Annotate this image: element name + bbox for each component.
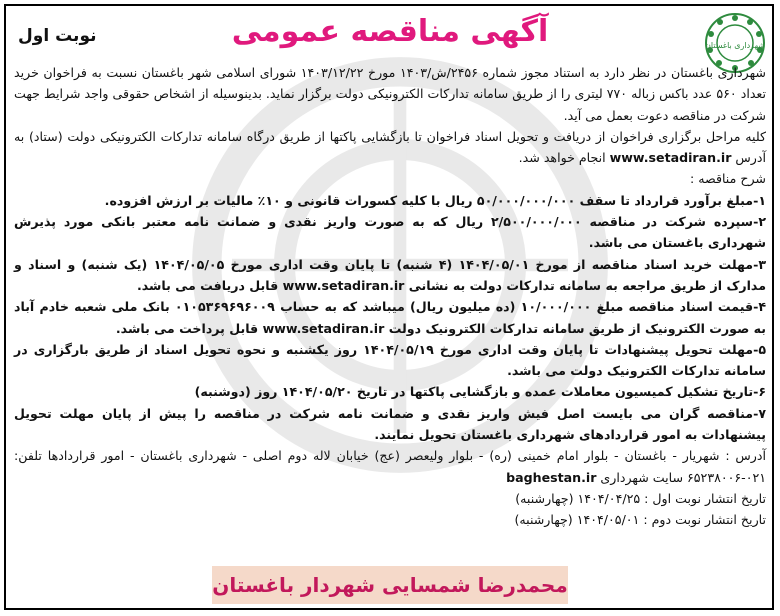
setad-link[interactable]: www.setadiran.ir: [282, 277, 405, 293]
item-6: ۶-تاریخ تشکیل کمیسیون معاملات عمده و بازگشایی پاکتها در تاریخ ۱۴۰۴/۰۵/۲۰ روز (دوشنبه): [194, 384, 766, 400]
ad-body: [14, 62, 766, 531]
address: آدرس : شهریار - باغستان - بلوار امام خمینی (ره) - بلوار ولیعصر (عج) خیابان لاله دوم اصلی - شهرداری باغستان - امور قراردادها تلفن: ۰۲۱-۶۵۲۳۸۰۰۶ سایت شهرداری baghestan.ir: [14, 448, 766, 485]
round-label: نوبت اول: [18, 26, 97, 46]
item-4: ۴-قیمت اسناد مناقصه مبلغ ۱۰/۰۰۰/۰۰۰ (ده میلیون ریال) میباشد که به حساب ۰۱۰۵۳۶۹۶۹۶۰۰۹ بانک ملی شعبه خادم آباد به صورت الکترونیک از طریق سامانه تدارکات الکترونیک دولت www.setadiran.ir قابل پرداخت می باشد.: [14, 299, 766, 336]
item-7: ۷-مناقصه گران می بایست اصل فیش واریز نقدی و ضمانت نامه شرکت در مناقصه را پیش از پایان مهلت تحویل پیشنهادات به امور قراردادهای شهرداری باغستان تحویل نمایند.: [14, 405, 766, 443]
setad-link[interactable]: www.setadiran.ir: [609, 150, 732, 166]
setad-link[interactable]: www.setadiran.ir: [262, 320, 385, 336]
municipality-site-link[interactable]: baghestan.ir: [506, 469, 597, 485]
intro-paragraph: شهرداری باغستان در نظر دارد به استناد مجوز شماره ۲۴۵۶/ش/۱۴۰۳ مورخ ۱۴۰۳/۱۲/۲۲ شورای اسلامی شهر باغستان نسبت به فراخوان خرید تعداد ۵۶۰ عدد باکس زباله ۷۷۰ لیتری را از طریق سامانه تدارکات الکترونیکی دولت برگزار نماید. بدینوسیله از اشخاص حقوقی واجد شرایط جهت شرکت در مناقصه دعوت بعمل می آید.: [14, 65, 767, 123]
publish-date-2: تاریخ انتشار نوبت دوم : ۱۴۰۴/۰۵/۰۱ (چهارشنبه): [514, 512, 766, 528]
mayor-signature: محمدرضا شمسایی شهردار باغستان: [212, 566, 568, 604]
page-title: آگهی مناقصه عمومی: [231, 14, 549, 49]
item-1: ۱-مبلغ برآورد قرارداد تا سقف ۵۰/۰۰۰/۰۰۰/۰۰۰ ریال با کلیه کسورات قانونی و ۱۰٪ مالیات بر ارزش افزوده.: [104, 192, 766, 208]
publish-date-1: تاریخ انتشار نوبت اول : ۱۴۰۴/۰۴/۲۵ (چهارشنبه): [515, 490, 766, 506]
item-2: ۲-سپرده شرکت در مناقصه ۲/۵۰۰/۰۰۰/۰۰۰ ریال که به صورت واریز نقدی و ضمانت نامه معتبر بانکی مورد پذیرش شهرداری باغستان می باشد.: [14, 214, 766, 251]
description-heading: شرح مناقصه :: [690, 171, 766, 187]
item-3: ۳-مهلت خرید اسناد مناقصه از مورخ ۱۴۰۴/۰۵/۰۱ (۴ شنبه) تا پایان وقت اداری مورخ ۱۴۰۴/۰۵/۰۵ (یک شنبه) و اسناد و مدارک از طریق مراجعه به سامانه تدارکات دولت به نشانی www.setadiran.ir قابل دریافت می باشد.: [14, 256, 766, 293]
logo-text: شهرداری باغستان: [705, 41, 765, 50]
process-paragraph: کلیه مراحل برگزاری فراخوان از دریافت و تحویل اسناد فراخوان تا بازگشایی پاکتها از طریق درگاه سامانه تدارکات الکترونیکی دولت (ستاد) به آدرس www.setadiran.ir انجام خواهد شد.: [14, 128, 766, 166]
item-5: ۵-مهلت تحویل پیشنهادات تا پایان وقت اداری مورخ ۱۴۰۴/۰۵/۱۹ روز یکشنبه و نحوه تحویل اسناد از طریق بارگزاری در سامانه تدارکات الکترونیک دولت می باشد.: [14, 341, 767, 379]
